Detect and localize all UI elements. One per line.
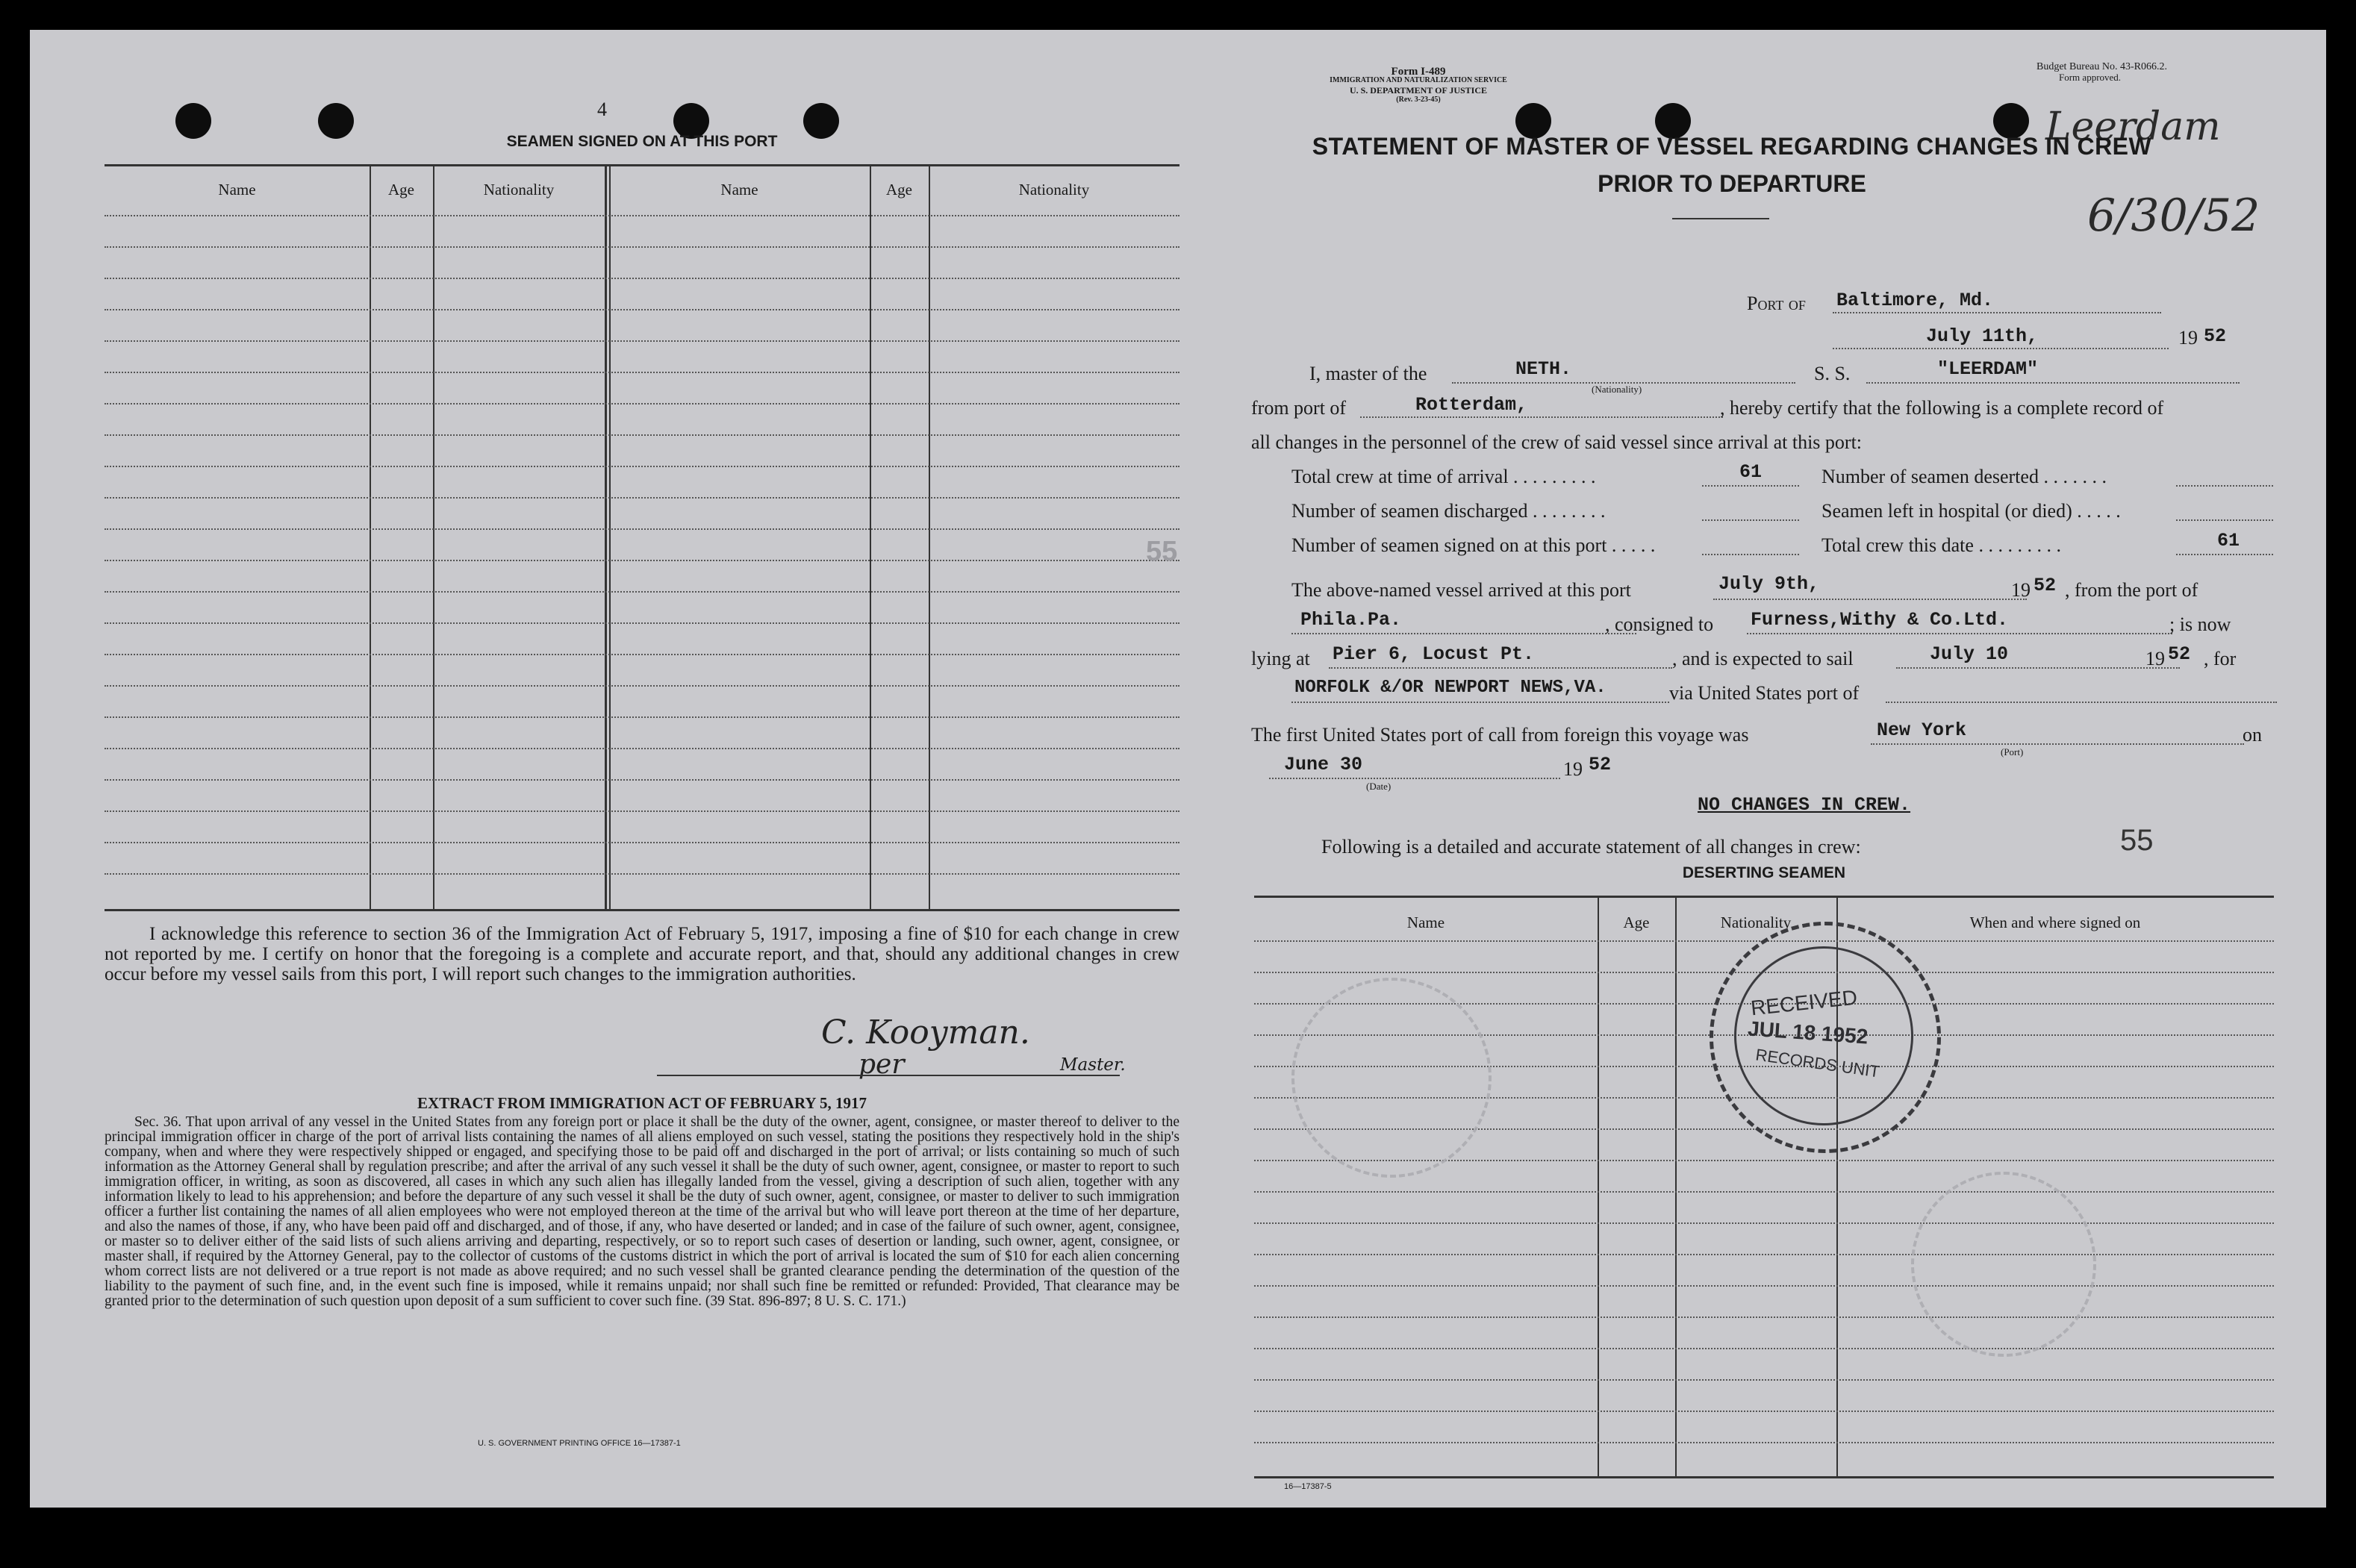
deserting-header-signed-on: When and where signed on	[1969, 913, 2141, 931]
table-row	[105, 685, 1179, 687]
deserting-title: DESERTING SEAMEN	[1682, 864, 1846, 881]
table-row	[105, 591, 1179, 593]
stamp-unit: RECORDS UNIT	[1754, 1045, 1881, 1081]
sail-year: 52	[2168, 643, 2191, 665]
arrived-text: The above-named vessel arrived at this port	[1291, 579, 1631, 601]
from-the-port-label: , from the port of	[2065, 579, 2198, 601]
table-row	[105, 528, 1179, 530]
captain-signature: C. Kooyman.	[821, 1013, 1030, 1052]
stamp-received-text: RECEIVED	[1749, 985, 1859, 1020]
header-name: Name	[218, 181, 256, 199]
table-row	[105, 622, 1179, 624]
consignee: Furness,Withy & Co.Ltd.	[1751, 609, 2009, 631]
table-row	[1254, 1348, 2274, 1349]
table-row	[105, 779, 1179, 781]
table-row	[105, 434, 1179, 436]
signed-on-label: Number of seamen signed on at this port . . . . .	[1291, 534, 1656, 556]
right-printer-imprint: 16—17387-5	[1284, 1482, 1332, 1491]
certify-text-2: all changes in the personnel of the crew of said vessel since arrival at this port:	[1251, 431, 1863, 453]
deserting-header-age: Age	[1623, 913, 1650, 931]
first-port-date: June 30	[1284, 754, 1363, 775]
sail-date: July 10	[1930, 643, 2009, 665]
date-caption: (Date)	[1366, 781, 1392, 792]
table-row	[105, 560, 1179, 561]
master-label: Master.	[1060, 1055, 1126, 1075]
revision-date: (Rev. 3-23-45)	[1396, 96, 1441, 104]
port-label: Port of	[1747, 293, 1806, 314]
form-title-2: PRIOR TO DEPARTURE	[1598, 170, 1866, 197]
port-caption: (Port)	[2001, 746, 2024, 758]
form-number: Form I-489	[1391, 66, 1446, 78]
pier-location: Pier 6, Locust Pt.	[1333, 643, 1535, 665]
first-year-prefix: 19	[1563, 758, 1583, 780]
header-age: Age	[388, 181, 414, 199]
for-label: , for	[2204, 648, 2237, 669]
consigned-to-label: , consigned to	[1605, 613, 1714, 635]
first-port: New York	[1877, 719, 1967, 741]
table-row	[105, 340, 1179, 342]
ship-name: "LEERDAM"	[1937, 358, 2039, 380]
year-prefix: 19	[2178, 327, 2198, 349]
table-row	[105, 215, 1179, 216]
table-row	[105, 466, 1179, 467]
deserting-header-nationality: Nationality	[1720, 913, 1792, 931]
extract-title: EXTRACT FROM IMMIGRATION ACT OF FEBRUARY 5, 1917	[417, 1094, 867, 1112]
handwritten-ship-name: Leerdam	[2045, 104, 2221, 149]
port-value: Baltimore, Md.	[1836, 290, 1994, 311]
agency-line-1: IMMIGRATION AND NATURALIZATION SERVICE	[1330, 76, 1507, 84]
certify-text: , hereby certify that the following is a complete record of	[1720, 397, 2164, 419]
table-row	[105, 246, 1179, 248]
from-port-label: from port of	[1251, 397, 1347, 419]
handwritten-55: 55	[2120, 824, 2154, 857]
table-row	[105, 873, 1179, 875]
table-row	[105, 309, 1179, 310]
table-row	[105, 497, 1179, 499]
total-crew-arrival-label: Total crew at time of arrival . . . . . . . . .	[1291, 466, 1596, 487]
via-label: via United States port of	[1669, 682, 1860, 704]
stamp-date: JUL 18 1952	[1747, 1016, 1869, 1049]
deserting-header-name: Name	[1406, 913, 1445, 931]
acknowledgement-text: I acknowledge this reference to section 36 of the Immigration Act of February 5, 1917, imposing a fine of $10 for each change in crew not reported by me. I certify on honor that the foregoing is a complete and accurate report, and that, should any additional changes in crew occur before my vessel sails from this port, I will report such changes to the immigration authorities.	[105, 924, 1179, 984]
expected-sail-label: , and is expected to sail	[1672, 648, 1854, 669]
no-changes-note: NO CHANGES IN CREW.	[1698, 794, 1911, 816]
is-now-label: ; is now	[2169, 613, 2231, 635]
following-text: Following is a detailed and accurate statement of all changes in crew:	[1321, 836, 1861, 858]
first-port-label: The first United States port of call from foreign this voyage was	[1251, 724, 1749, 746]
page-number: 4	[597, 99, 607, 120]
from-port-value: Rotterdam,	[1415, 394, 1528, 416]
form-title-1: STATEMENT OF MASTER OF VESSEL REGARDING CHANGES IN CREW	[1312, 133, 2152, 160]
nationality-caption: (Nationality)	[1592, 384, 1642, 395]
table-row	[105, 278, 1179, 279]
table-row	[1254, 1379, 2274, 1381]
table-row	[105, 654, 1179, 655]
header-age-2: Age	[886, 181, 912, 199]
deserted-label: Number of seamen deserted . . . . . . .	[1821, 466, 2107, 487]
report-year: 52	[2204, 325, 2227, 347]
lying-at-label: lying at	[1251, 648, 1310, 669]
table-row	[1254, 1254, 2274, 1255]
total-crew-arrival-value: 61	[1739, 461, 1763, 483]
received-stamp	[1710, 922, 1941, 1153]
faded-stamp	[1911, 1172, 2096, 1357]
document-page	[30, 30, 2326, 1508]
first-year: 52	[1589, 754, 1612, 775]
ss-label: S. S.	[1814, 363, 1851, 384]
table-row	[1254, 1316, 2274, 1318]
total-crew-date-value: 61	[2217, 530, 2240, 552]
left-page-title: SEAMEN SIGNED ON AT THIS PORT	[506, 133, 778, 150]
table-row	[105, 810, 1179, 812]
header-name-2: Name	[720, 181, 758, 199]
left-printer-imprint: U. S. GOVERNMENT PRINTING OFFICE 16—17387-1	[478, 1439, 681, 1448]
signed-on-table	[105, 164, 1179, 910]
total-crew-date-label: Total crew this date . . . . . . . . .	[1821, 534, 2061, 556]
arrived-date: July 9th,	[1718, 573, 1820, 595]
arrived-year-prefix: 19	[2011, 579, 2031, 601]
header-nationality-2: Nationality	[1018, 181, 1090, 199]
header-nationality: Nationality	[483, 181, 555, 199]
table-row	[105, 748, 1179, 749]
nationality-value: NETH.	[1515, 358, 1572, 380]
table-row	[1254, 1222, 2274, 1224]
agency-line-2: U. S. DEPARTMENT OF JUSTICE	[1349, 85, 1488, 96]
table-row	[1254, 1285, 2274, 1287]
report-date: July 11th,	[1926, 325, 2039, 347]
budget-bureau: Budget Bureau No. 43-R066.2.	[2036, 61, 2167, 72]
form-approved: Form approved.	[2059, 72, 2122, 83]
table-row	[1254, 1191, 2274, 1193]
table-row	[105, 372, 1179, 373]
table-row	[1254, 1411, 2274, 1412]
master-of-label: I, master of the	[1309, 363, 1427, 384]
table-row	[1254, 1442, 2274, 1443]
discharged-label: Number of seamen discharged . . . . . . . .	[1291, 500, 1606, 522]
sail-year-prefix: 19	[2145, 648, 2165, 669]
center-stamp-number: 55	[1146, 536, 1178, 567]
arrived-year: 52	[2034, 575, 2057, 596]
handwritten-date: 6/30/52	[2087, 190, 2260, 242]
on-label: on	[2243, 724, 2262, 746]
destination: NORFOLK &/OR NEWPORT NEWS,VA.	[1294, 678, 1606, 698]
faded-stamp	[1291, 978, 1492, 1178]
table-row	[105, 403, 1179, 405]
previous-port: Phila.Pa.	[1300, 609, 1402, 631]
table-row	[105, 716, 1179, 718]
hospital-label: Seamen left in hospital (or died) . . . . .	[1821, 500, 2121, 522]
signature-per: per	[858, 1049, 905, 1080]
extract-text: Sec. 36. That upon arrival of any vessel in the United States from any foreign port or place it shall be the duty of the owner, agent, consignee, or master thereof to deliver to the principal immigration officer in charge of the port of arrival lists containing the names of all aliens employed on such vessel, stating the positions they respectively hold in the ship's company, when and where they were respectively shipped or engaged, and specifying those to be paid off and discharged in the port of arrival; or lists containing so much of such information as the Attorney General shall by regulation prescribe; and after the arrival of any such vessel it shall be the duty of such owner, agent, consignee, or master to report to such immigration officer, in writing, as soon as discovered, all cases in which any such alien has illegally landed from the vessel, giving a description of such alien, together with any information likely to lead to his apprehension; and before the departure of any such vessel it shall be the duty of such owner, agent, consignee, or master to deliver to such immigration officer a further list containing the names of all alien employees who were not employed thereon at the time of the arrival but who will leave port thereon at the time of her departure, and also the names of those, if any, who have been paid off and discharged, and of those, if any, who have deserted or landed; and in case of the failure of such owner, agent, consignee, or master so to deliver either of the said lists of such aliens arriving and departing, respectively, or so to report such cases of desertion or landing, such owner, agent, consignee, or master shall, if required by the Attorney General, pay to the collector of customs of the customs district in which the port of arrival is located the sum of $10 for each alien concerning whom correct lists are not delivered or a true report is not made as above required; and no such vessel shall be granted clearance pending the determination of the question of the liability to the payment of such fine, and, in the event such fine is imposed, while it remains unpaid; nor shall such fine be remitted or refunded: Provided, That clearance may be granted prior to the determination of such question upon deposit of a sum sufficient to cover such fine. (39 Stat. 896-897; 8 U. S. C. 171.)	[105, 1114, 1179, 1309]
table-row	[105, 842, 1179, 843]
